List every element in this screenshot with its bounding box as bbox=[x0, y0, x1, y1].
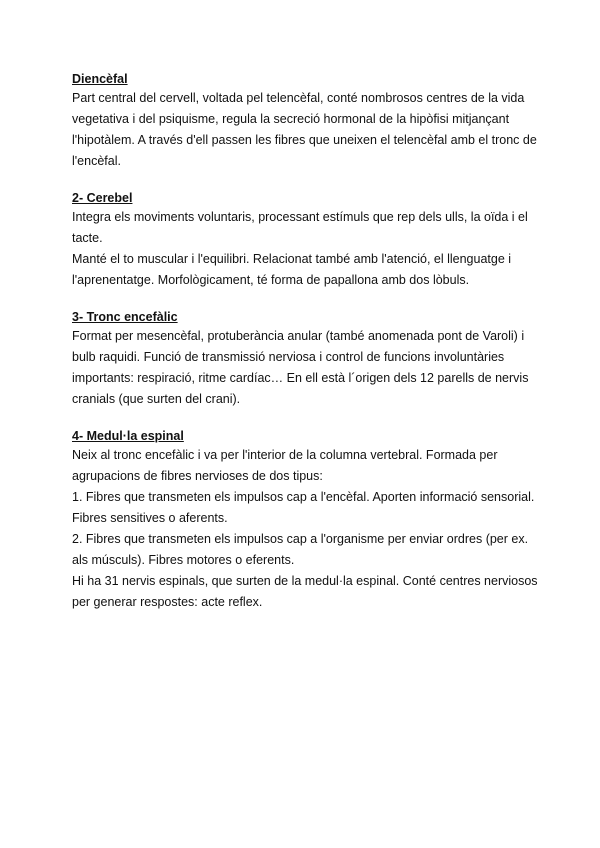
paragraph-line: l'aprenentatge. Morfològicament, té forma de papallona amb dos lòbuls. bbox=[72, 273, 470, 287]
paragraph-line: l'hipotàlem. A través d'ell passen les fibres que uneixen el telencèfal amb el tronc de bbox=[72, 133, 537, 147]
paragraph-line: l'encèfal. bbox=[72, 154, 121, 168]
section-heading: 2- Cerebel bbox=[72, 191, 133, 205]
paragraph-line: Hi ha 31 nervis espinals, que surten de la medul·la espinal. Conté centres nerviosos bbox=[72, 574, 538, 588]
paragraph-line: Integra els moviments voluntaris, processant estímuls que rep dels ulls, la oïda i el bbox=[72, 210, 528, 224]
paragraph-line: tacte. bbox=[72, 231, 103, 245]
section-heading: Diencèfal bbox=[72, 72, 128, 86]
paragraph-line: 1. Fibres que transmeten els impulsos cap a l'encèfal. Aporten informació sensorial. bbox=[72, 490, 535, 504]
section-heading: 3- Tronc encefàlic bbox=[72, 310, 178, 324]
paragraph-line: 2. Fibres que transmeten els impulsos cap a l'organisme per enviar ordres (per ex. bbox=[72, 532, 529, 546]
paragraph-line: cranials (que surten del crani). bbox=[72, 392, 241, 406]
paragraph-line: Part central del cervell, voltada pel telencèfal, conté nombrosos centres de la vida bbox=[72, 91, 525, 105]
section-medulla-espinal bbox=[72, 427, 542, 613]
paragraph-line: bulb raquidi. Funció de transmissió nerviosa i control de funcions involuntàries bbox=[72, 350, 505, 364]
document-page bbox=[72, 70, 542, 630]
paragraph-line: als músculs). Fibres motores o eferents. bbox=[72, 553, 295, 567]
paragraph-line: vegetativa i del psiquisme, regula la secreció hormonal de la hipòfisi mitjançant bbox=[72, 112, 510, 126]
section-heading: 4- Medul·la espinal bbox=[72, 429, 184, 443]
paragraph-line: Neix al tronc encefàlic i va per l'interior de la columna vertebral. Formada per bbox=[72, 448, 498, 462]
paragraph-line: Format per mesencèfal, protuberància anular (també anomenada pont de Varoli) i bbox=[72, 329, 525, 343]
paragraph-line: per generar respostes: acte reflex. bbox=[72, 595, 263, 609]
paragraph-line: importants: respiració, ritme cardíac… En ell està l´origen dels 12 parells de nervis bbox=[72, 371, 529, 385]
section-tronc-encefalic bbox=[72, 308, 542, 410]
section-diencefal bbox=[72, 70, 542, 172]
paragraph-line: Fibres sensitives o aferents. bbox=[72, 511, 228, 525]
section-cerebel bbox=[72, 189, 542, 291]
paragraph-line: agrupacions de fibres nervioses de dos tipus: bbox=[72, 469, 323, 483]
paragraph-line: Manté el to muscular i l'equilibri. Relacionat també amb l'atenció, el llenguatge i bbox=[72, 252, 512, 266]
